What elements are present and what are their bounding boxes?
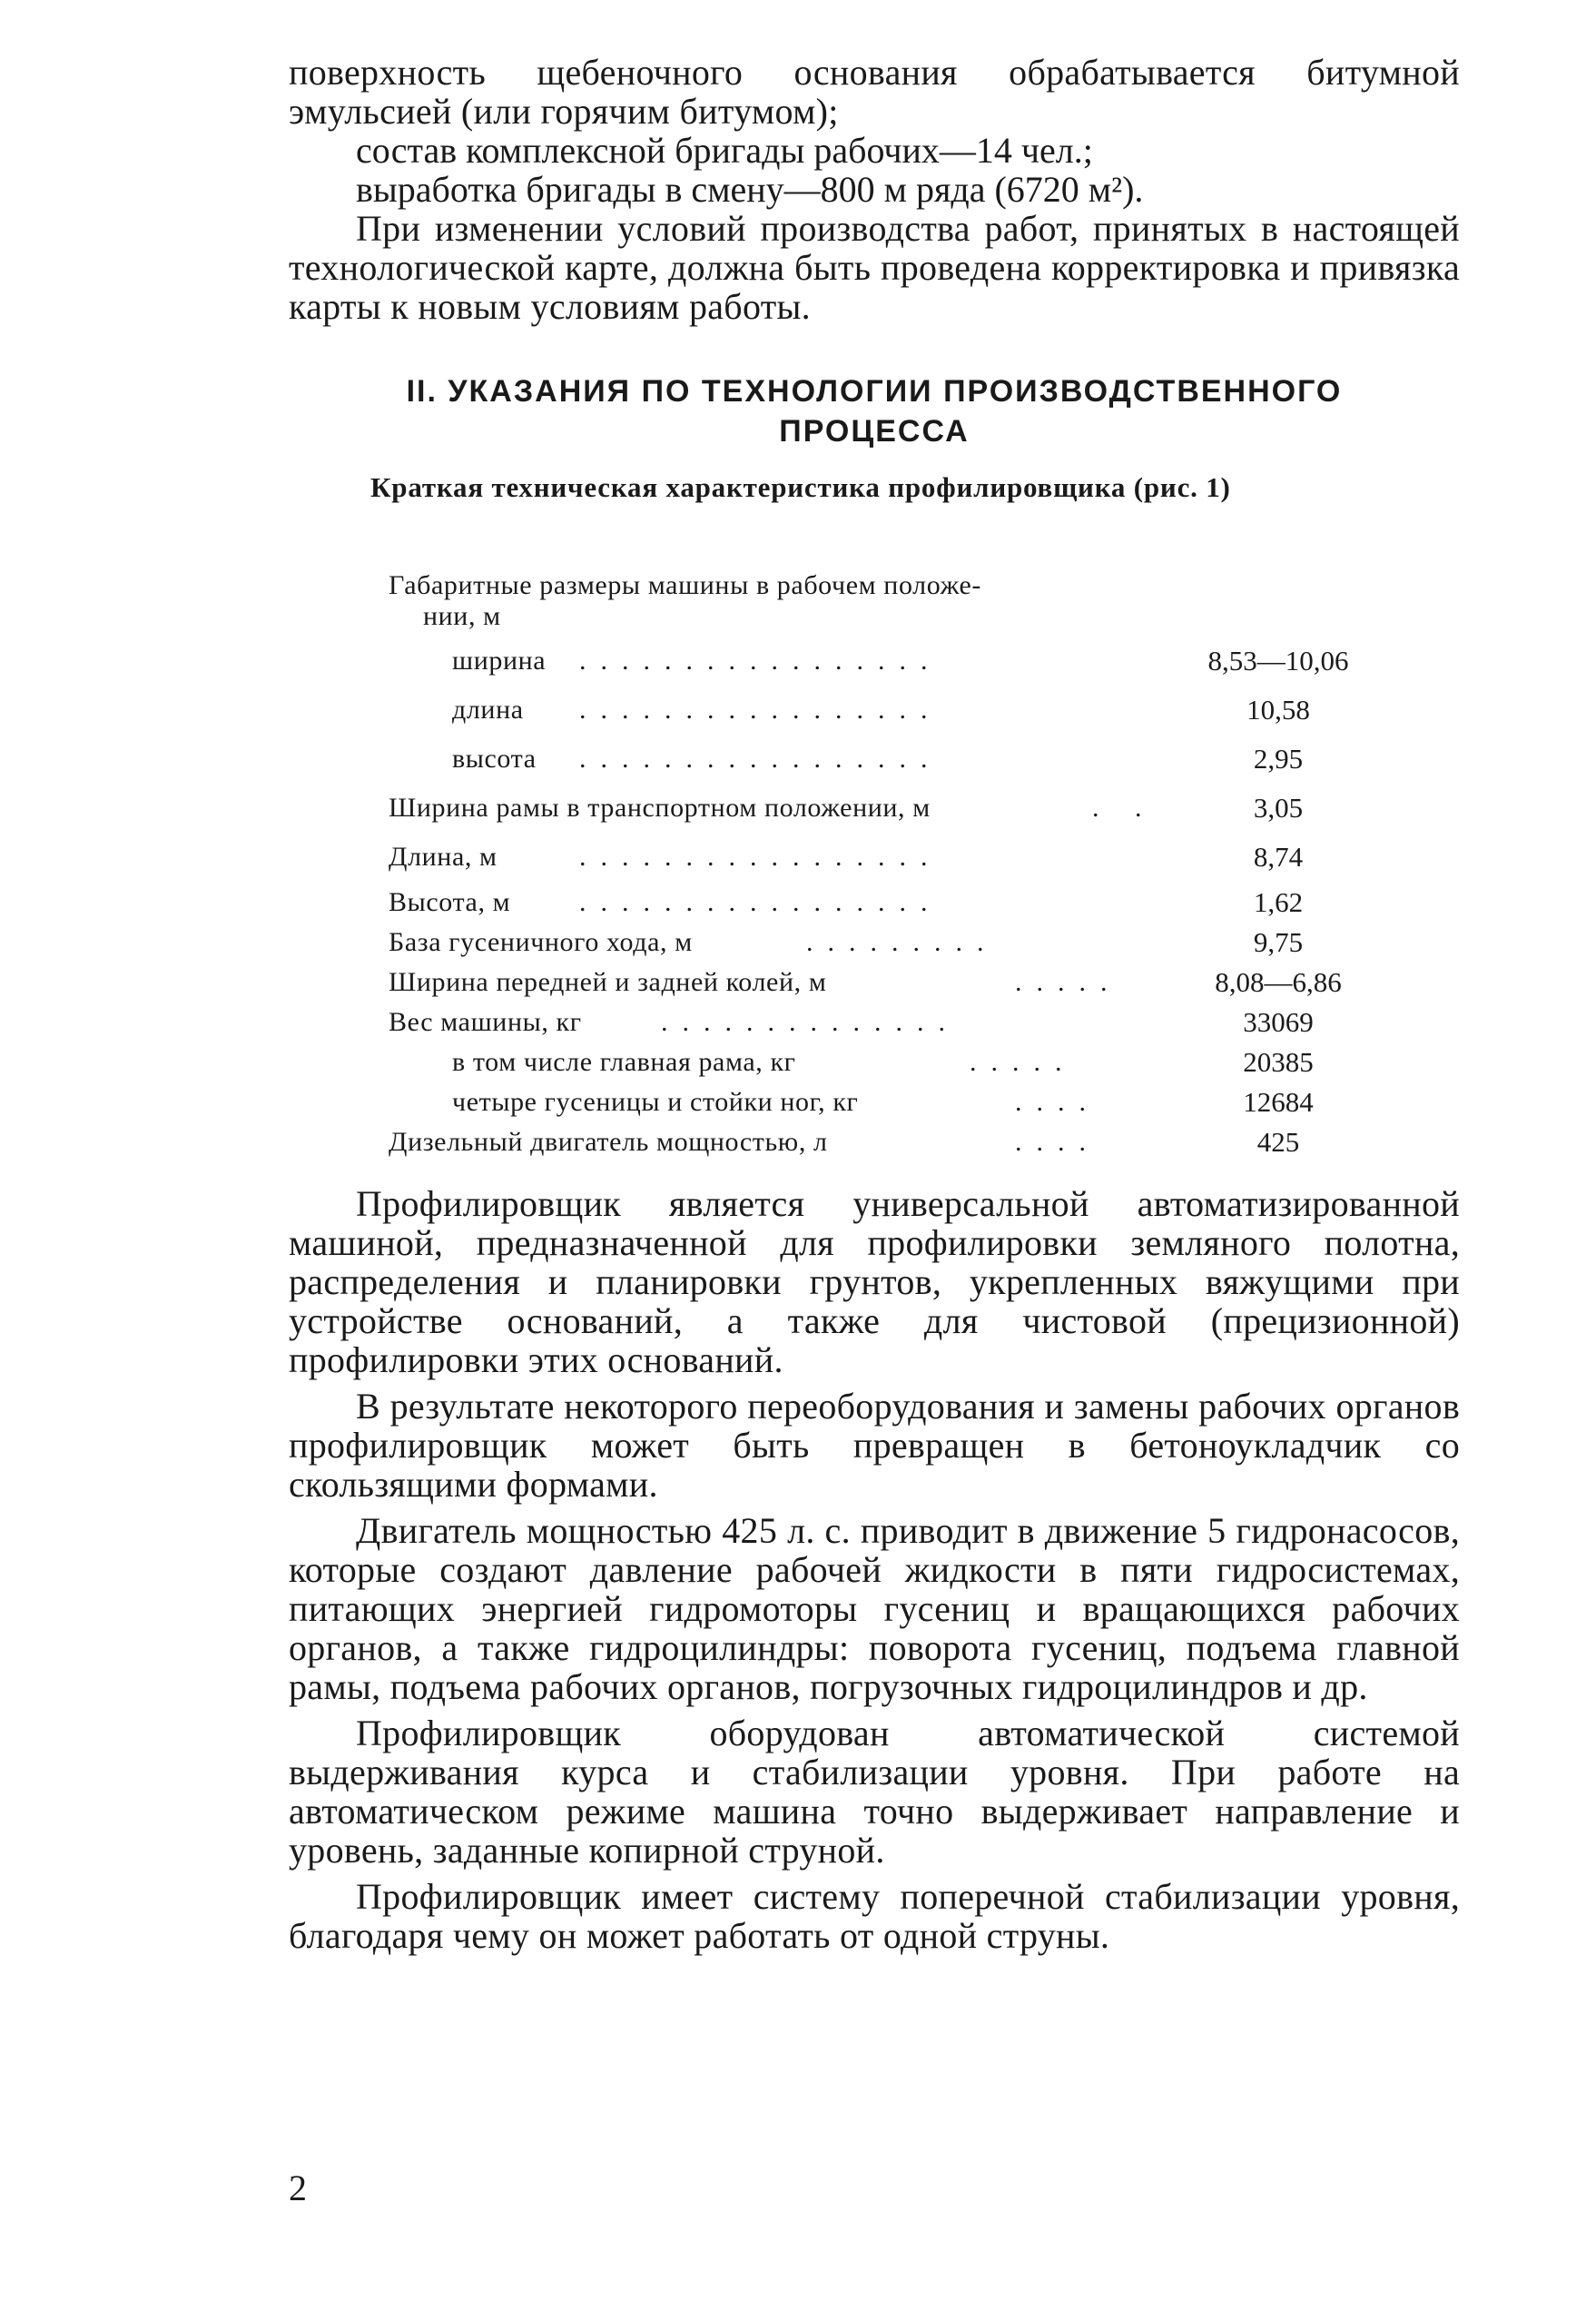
spec-row xyxy=(389,1002,1351,1042)
spec-label: Длина, м xyxy=(389,842,498,872)
leader-dots: .............. xyxy=(661,1007,960,1037)
spec-value: 425 xyxy=(1256,1126,1300,1158)
spec-row xyxy=(389,923,1351,963)
spec-label: База гусеничного хода, м xyxy=(389,927,693,957)
spec-table xyxy=(389,570,1351,1162)
spec-label: длина xyxy=(452,695,524,725)
spec-value: 10,58 xyxy=(1246,694,1310,726)
body-paragraph-4: Профилировщик оборудован автоматической системой выдерживания курса и стабилизации уровня. При работе на автоматическом режиме машина точно выдерживает направление и уровень, заданные копирной струной. xyxy=(289,1713,1460,1871)
spec-value: 33069 xyxy=(1243,1006,1314,1038)
leader-dots: ..... xyxy=(1015,967,1122,997)
spec-row xyxy=(389,690,1351,730)
spec-value: 1,62 xyxy=(1253,886,1304,918)
page-number: 2 xyxy=(289,2168,307,2208)
spec-row xyxy=(389,788,1351,828)
leader-dots: ......... xyxy=(806,927,999,957)
top-paragraph-1: поверхность щебеночного основания обрабатывается битумной эмульсией (или горячим битумом); xyxy=(289,52,1460,132)
spec-label: Ширина передней и задней колей, м xyxy=(389,967,827,997)
spec-row xyxy=(389,1082,1351,1122)
spec-value: 9,75 xyxy=(1253,926,1304,958)
leader-dots: ................. xyxy=(579,646,942,676)
spec-subheading: Краткая техническая характеристика профилировщика (рис. 1) xyxy=(370,471,1231,503)
section-heading-line1: II. УКАЗАНИЯ ПО ТЕХНОЛОГИИ ПРОИЗВОДСТВЕННОГО xyxy=(406,374,1343,409)
spec-value: 2,95 xyxy=(1253,743,1304,775)
leader-dots: ..... xyxy=(970,1047,1077,1077)
spec-value: 20385 xyxy=(1243,1046,1314,1078)
leader-dots: . . xyxy=(1092,793,1157,823)
spec-label: Дизельный двигатель мощностью, л xyxy=(389,1127,828,1157)
spec-label: в том числе главная рама, кг xyxy=(452,1047,796,1077)
leader-dots: .... xyxy=(1015,1127,1100,1157)
spec-label: ширина xyxy=(452,646,547,676)
spec-intro-line1: Габаритные размеры машины в рабочем положе- xyxy=(389,570,982,600)
spec-value: 8,53—10,06 xyxy=(1207,645,1349,676)
spec-row xyxy=(389,1122,1351,1162)
top-line-2: состав комплексной бригады рабочих—14 чел.; xyxy=(356,130,1093,171)
spec-value: 3,05 xyxy=(1253,792,1304,824)
body-paragraph-1: Профилировщик является универсальной автоматизированной машиной, предназначенной для профилировки земляного полотна, распределения и планировки грунтов, укрепленных вяжущими при устройстве оснований, а также для чистовой (прецизионной) профилировки этих оснований. xyxy=(289,1183,1460,1380)
leader-dots: ................. xyxy=(579,842,942,872)
spec-row xyxy=(389,837,1351,877)
top-paragraph-4: При изменении условий производства работ, принятых в настоящей технологической карте, должна быть проведена корректировка и привязка карты к новым условиям работы. xyxy=(289,208,1460,327)
spec-label: Ширина рамы в транспортном положении, м xyxy=(389,793,931,823)
spec-label: высота xyxy=(452,744,537,774)
spec-row xyxy=(389,963,1351,1002)
spec-label: Вес машины, кг xyxy=(389,1007,582,1037)
body-paragraph-3: Двигатель мощностью 425 л. с. приводит в движение 5 гидронасосов, которые создают давление рабочей жидкости в пяти гидросистемах, питающих энергией гидромоторы гусениц и вращающихся рабочих органов, а также гидроцилиндры: поворота гусениц, подъема главной рамы, подъема рабочих органов, погрузочных гидроцилиндров и др. xyxy=(289,1510,1460,1707)
spec-intro-line2: нии, м xyxy=(423,601,501,631)
leader-dots: .... xyxy=(1015,1087,1100,1117)
leader-dots: ................. xyxy=(579,887,942,917)
body-text xyxy=(289,1184,1460,1955)
leader-dots: ................. xyxy=(579,695,942,725)
spec-label: четыре гусеницы и стойки ног, кг xyxy=(452,1087,859,1117)
leader-dots: ................. xyxy=(579,744,942,774)
body-paragraph-5: Профилировщик имеет систему поперечной стабилизации уровня, благодаря чему он может работать от одной струны. xyxy=(289,1876,1460,1956)
spec-row xyxy=(389,883,1351,923)
spec-value: 8,08—6,86 xyxy=(1215,966,1342,998)
spec-value: 8,74 xyxy=(1253,841,1304,873)
spec-row xyxy=(389,641,1351,681)
page-content xyxy=(289,53,1460,506)
body-paragraph-2: В результате некоторого переоборудования и замены рабочих органов профилировщик может быть превращен в бетоноукладчик со скользящими формами. xyxy=(289,1386,1460,1505)
top-line-3: выработка бригады в смену—800 м ряда (6720 м²). xyxy=(356,169,1144,210)
spec-row xyxy=(389,1042,1351,1082)
spec-row xyxy=(389,739,1351,779)
spec-value: 12684 xyxy=(1243,1086,1314,1118)
spec-label: Высота, м xyxy=(389,887,511,917)
section-heading-line2: ПРОЦЕССА xyxy=(779,414,970,449)
